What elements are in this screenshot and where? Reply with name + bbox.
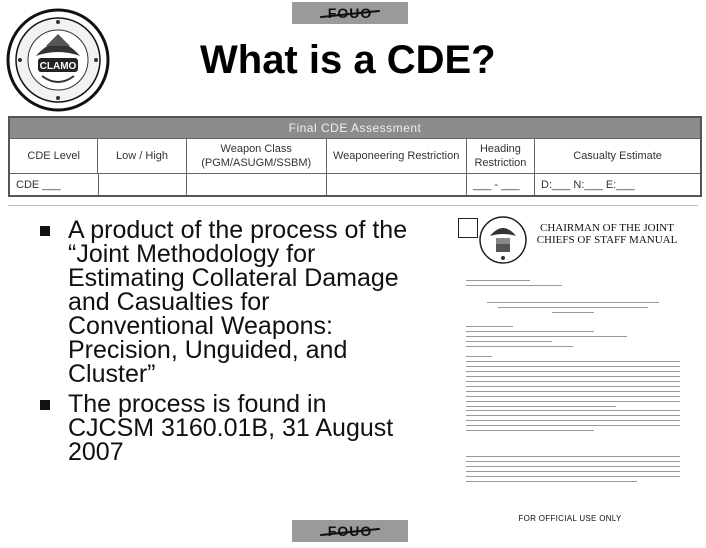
bottom-classification-banner: [292, 520, 408, 542]
table-cell: [186, 173, 326, 195]
table-cell: [98, 173, 186, 195]
table-cell: ___ - ___: [466, 173, 534, 195]
square-bullet-icon: [40, 400, 50, 410]
table-title: Final CDE Assessment: [10, 118, 700, 138]
cde-assessment-table: [8, 116, 702, 197]
checkbox-icon: [458, 218, 478, 238]
table-row: [10, 173, 700, 195]
document-text-block: [466, 456, 680, 486]
table-cell: [326, 173, 466, 195]
list-item: [40, 218, 410, 386]
section-divider: [8, 205, 698, 206]
column-header: Heading Restriction: [466, 138, 535, 173]
list-item: [40, 392, 410, 464]
square-bullet-icon: [40, 226, 50, 236]
column-header: CDE Level: [10, 138, 97, 173]
document-text-block: [466, 326, 680, 351]
column-header: Weapon Class (PGM/ASUGM/SSBM): [186, 138, 326, 173]
top-classification-text: FOUO: [327, 5, 373, 21]
list-item-text: The process is found in CJCSM 3160.01B, 31 August 2007: [68, 390, 394, 466]
top-classification-banner: [292, 2, 408, 24]
table-cell: CDE ___: [10, 173, 98, 195]
list-item-text: A product of the process of the “Joint Methodology for Estimating Collateral Damage and Casualties for Conventional Weapons: Precision, Unguided, and Cluster”: [68, 216, 408, 388]
column-header: Casualty Estimate: [534, 138, 700, 173]
column-header: Low / High: [97, 138, 185, 173]
table-header-row: [10, 138, 700, 173]
cjcs-manual-thumbnail: [456, 210, 684, 523]
page-title: What is a CDE?: [200, 38, 496, 82]
table-cell: D:___ N:___ E:___: [534, 173, 700, 195]
document-text-block: [466, 280, 680, 290]
bottom-classification-text: FOUO: [327, 523, 373, 539]
seal-label: CLAMO: [39, 61, 77, 72]
bullet-list: [40, 218, 410, 470]
document-footer: FOR OFFICIAL USE ONLY: [518, 514, 622, 523]
document-heading: CHAIRMAN OF THE JOINT CHIEFS OF STAFF MANUAL: [536, 222, 678, 246]
joint-chiefs-seal-icon: [478, 214, 528, 266]
document-text-block: [466, 410, 680, 435]
document-text-block: [466, 302, 680, 317]
document-text-block: [466, 356, 680, 411]
column-header: Weaponeering Restriction: [326, 138, 466, 173]
clamo-seal-logo: [6, 8, 110, 112]
